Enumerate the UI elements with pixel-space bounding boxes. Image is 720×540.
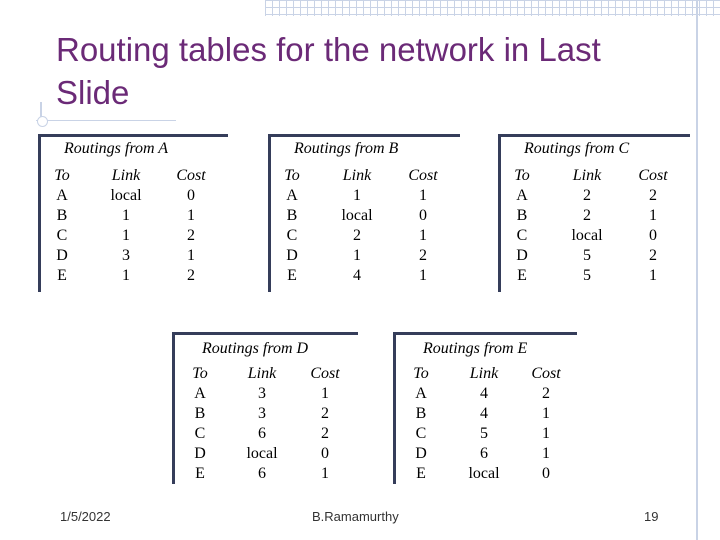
header-link: Link [572,167,602,184]
table-row [498,266,690,286]
table-row [498,226,690,246]
cell-cost: 1 [321,465,329,482]
table-top-rule [498,134,690,137]
cell-cost: 0 [419,207,427,224]
header-cost: Cost [531,365,561,382]
cell-cost: 1 [649,207,657,224]
cell-to: A [194,385,206,402]
cell-to: B [516,207,528,224]
table-row [38,266,228,286]
cell-to: E [517,267,527,284]
table-row [268,186,460,206]
cell-link: 1 [353,247,361,264]
cell-cost: 0 [542,465,550,482]
cell-to: B [194,405,206,422]
cell-cost: 1 [187,247,195,264]
cell-to: C [56,227,68,244]
header-cost: Cost [638,167,668,184]
table-row [172,444,358,464]
routing-table-c [498,134,690,294]
header-to: To [54,167,70,184]
cell-link: 1 [122,267,130,284]
table-row [498,246,690,266]
decorative-grid [265,0,720,16]
table-row [268,206,460,226]
cell-link: 4 [480,385,488,402]
table-row [38,186,228,206]
header-to: To [413,365,429,382]
cell-to: A [415,385,427,402]
cell-link: local [110,187,142,204]
cell-cost: 2 [649,187,657,204]
cell-cost: 2 [187,267,195,284]
table-caption: Routings from D [202,340,309,357]
cell-cost: 1 [542,425,550,442]
cell-link: 2 [353,227,361,244]
cell-to: B [56,207,68,224]
header-link: Link [111,167,141,184]
cell-cost: 0 [649,227,657,244]
table-row [393,464,577,484]
table-row [172,384,358,404]
table-header-row [393,364,577,384]
routing-table-d [172,332,358,488]
cell-link: 6 [480,445,488,462]
table-top-rule [393,332,577,335]
cell-link: 5 [583,247,591,264]
routing-table-e [393,332,577,488]
table-row [268,246,460,266]
table-row [393,444,577,464]
decorative-circle [37,116,48,127]
cell-to: A [516,187,528,204]
table-row [498,206,690,226]
cell-to: C [286,227,298,244]
footer-date: 1/5/2022 [60,509,111,524]
cell-link: local [468,465,500,482]
cell-cost: 2 [321,405,329,422]
cell-link: 6 [258,425,266,442]
cell-cost: 0 [187,187,195,204]
table-caption: Routings from A [64,140,169,157]
cell-link: 1 [122,207,130,224]
cell-link: local [571,227,603,244]
table-header-row [172,364,358,384]
cell-cost: 1 [542,405,550,422]
cell-to: E [57,267,67,284]
header-to: To [514,167,530,184]
table-row [393,424,577,444]
table-header-row [268,166,460,186]
cell-to: D [286,247,298,264]
table-row [38,206,228,226]
cell-cost: 2 [542,385,550,402]
cell-link: 2 [583,207,591,224]
cell-link: 2 [583,187,591,204]
table-row [268,226,460,246]
cell-cost: 1 [419,227,427,244]
slide-title: Routing tables for the network in Last Slide [56,31,601,111]
cell-link: local [246,445,278,462]
cell-link: 4 [353,267,361,284]
cell-cost: 1 [419,267,427,284]
cell-cost: 1 [649,267,657,284]
cell-to: D [516,247,528,264]
table-row [498,186,690,206]
cell-link: 3 [122,247,130,264]
decorative-line [696,0,698,540]
cell-link: 3 [258,405,266,422]
footer-author: B.Ramamurthy [312,509,399,524]
cell-link: 1 [353,187,361,204]
cell-link: 1 [122,227,130,244]
header-cost: Cost [310,365,340,382]
cell-cost: 2 [187,227,195,244]
cell-cost: 2 [419,247,427,264]
cell-to: E [416,465,426,482]
cell-link: 4 [480,405,488,422]
cell-link: 6 [258,465,266,482]
cell-to: D [194,445,206,462]
routing-table-a [38,134,228,294]
table-top-rule [268,134,460,137]
header-link: Link [247,365,277,382]
table-row [38,226,228,246]
table-row [172,404,358,424]
table-top-rule [172,332,358,335]
header-link: Link [469,365,499,382]
cell-to: E [195,465,205,482]
table-header-row [498,166,690,186]
header-to: To [192,365,208,382]
table-row [268,266,460,286]
header-link: Link [342,167,372,184]
cell-link: 5 [480,425,488,442]
title-underline [36,120,176,121]
cell-cost: 0 [321,445,329,462]
table-caption: Routings from C [524,140,630,157]
cell-to: D [56,247,68,264]
cell-cost: 1 [187,207,195,224]
table-caption: Routings from B [294,140,399,157]
table-row [393,404,577,424]
routing-table-b [268,134,460,294]
cell-to: C [516,227,528,244]
header-to: To [284,167,300,184]
header-cost: Cost [176,167,206,184]
cell-cost: 2 [321,425,329,442]
table-row [393,384,577,404]
table-row [172,464,358,484]
cell-cost: 1 [321,385,329,402]
table-header-row [38,166,228,186]
cell-link: 3 [258,385,266,402]
cell-link: local [341,207,373,224]
header-cost: Cost [408,167,438,184]
cell-cost: 1 [542,445,550,462]
cell-cost: 2 [649,247,657,264]
page-number: 19 [644,509,659,524]
table-caption: Routings from E [423,340,528,357]
cell-to: E [287,267,297,284]
table-row [38,246,228,266]
cell-cost: 1 [419,187,427,204]
cell-to: D [415,445,427,462]
cell-to: B [286,207,298,224]
cell-to: A [56,187,68,204]
table-top-rule [38,134,228,137]
cell-to: B [415,405,427,422]
cell-to: C [415,425,427,442]
table-row [172,424,358,444]
cell-link: 5 [583,267,591,284]
cell-to: C [194,425,206,442]
cell-to: A [286,187,298,204]
